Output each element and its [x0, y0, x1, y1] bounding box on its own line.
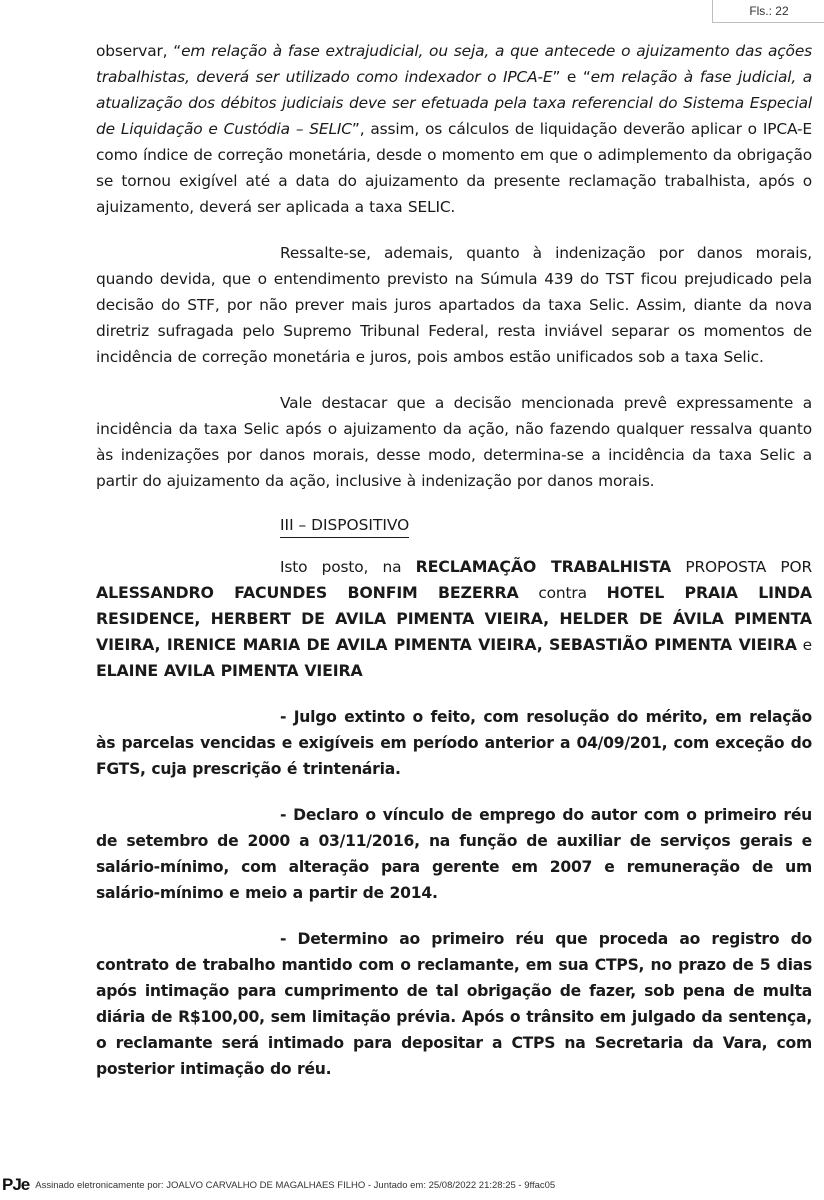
- defendant-last: ELAINE AVILA PIMENTA VIEIRA: [96, 661, 363, 680]
- signature-footer: [0, 1175, 555, 1195]
- section-heading: III – DISPOSITIVO: [280, 514, 409, 538]
- text-run: ” e “: [552, 68, 591, 86]
- text-run: observar, “: [96, 42, 182, 60]
- text-run: Isto posto, na: [280, 558, 416, 576]
- defendant-names: HOTEL PRAIA LINDA RESIDENCE, HERBERT DE AVILA PIMENTA VIEIRA, HELDER DE ÁVILA PIMENTA VIEIRA, IRENICE MARIA DE AVILA PIMENTA VIEIRA, SEBASTIÃO PIMENTA VIEIRA: [96, 583, 813, 654]
- ruling-prescription: - Julgo extinto o feito, com resolução do mérito, em relação às parcelas vencidas e exigíveis em período anterior a 04/09/201, com exceção do FGTS, cuja prescrição é trintenária.: [96, 708, 812, 778]
- paragraph-moral-damages: Ressalte-se, ademais, quanto à indenização por danos morais, quando devida, que o entendimento previsto na Súmula 439 do TST ficou prejudicado pela decisão do STF, por não prever mais juros apartados da taxa Selic. Assim, diante da nova diretriz sufragada pelo Supremo Tribunal Federal, resta inviável separar os momentos de incidência de correção monetária e juros, pois ambos estão unificados sob a taxa Selic.: [96, 244, 812, 366]
- ruling-ctps-registration: - Determino ao primeiro réu que proceda ao registro do contrato de trabalho mantido com o reclamante, em sua CTPS, no prazo de 5 dias após intimação para cumprimento de tal obrigação de fazer, sob pena de multa diária de R$100,00, sem limitação prévia. Após o trânsito em julgado da sentença, o reclamante será intimado para depositar a CTPS na Secretaria da Vara, com posterior intimação do réu.: [96, 930, 812, 1078]
- text-run: e: [796, 636, 812, 654]
- quote-extrajudicial: em relação à fase extrajudicial, ou seja, a que antecede o ajuizamento das ações trabalhistas, deverá ser utilizado como indexador o IPCA-E: [96, 42, 813, 86]
- signature-text: Assinado eletronicamente por: JOALVO CARVALHO DE MAGALHAES FILHO - Juntado em: 25/08/2022 21:28:25 - 9ffac05: [35, 1179, 556, 1191]
- ruling-employment-bond: - Declaro o vínculo de emprego do autor com o primeiro réu de setembro de 2000 a 03/11/2016, na função de auxiliar de serviços gerais e salário-mínimo, com alteração para gerente em 2007 e remuneração de um salário-mínimo e meio a partir de 2014.: [96, 806, 812, 902]
- paragraph-selic-incidence: Vale destacar que a decisão mencionada prevê expressamente a incidência da taxa Selic após o ajuizamento da ação, não fazendo qualquer ressalva quanto às indenizações por danos morais, desse modo, determina-se a incidência da taxa Selic a partir do ajuizamento da ação, inclusive à indenização por danos morais.: [96, 394, 812, 490]
- text-run: PROPOSTA POR: [671, 558, 812, 576]
- text-run: contra: [518, 584, 607, 602]
- quote-judicial: em relação à fase judicial, a atualização dos débitos judiciais deve ser efetuada pela taxa referencial do Sistema Especial de Liquidação e Custódia – SELIC: [96, 68, 813, 138]
- page-number: Fls.: 22: [749, 4, 789, 18]
- pje-logo: PJe: [2, 1175, 30, 1194]
- text-run: ”, assim, os cálculos de liquidação deverão aplicar o IPCA-E como índice de correção monetária, desde o momento em que o adimplemento da obrigação se tornou exigível até a data do ajuizamento da presente reclamação trabalhista, após o ajuizamento, deverá ser aplicada a taxa SELIC.: [96, 120, 812, 216]
- case-type: RECLAMAÇÃO TRABALHISTA: [415, 557, 672, 576]
- document-body: [96, 38, 812, 1102]
- paragraph-parties: [96, 554, 812, 684]
- page-number-box: [712, 0, 824, 23]
- paragraph-selic-index: [96, 38, 812, 220]
- plaintiff-name: ALESSANDRO FACUNDES BONFIM BEZERRA: [96, 583, 519, 602]
- section-heading-wrap: [280, 514, 812, 540]
